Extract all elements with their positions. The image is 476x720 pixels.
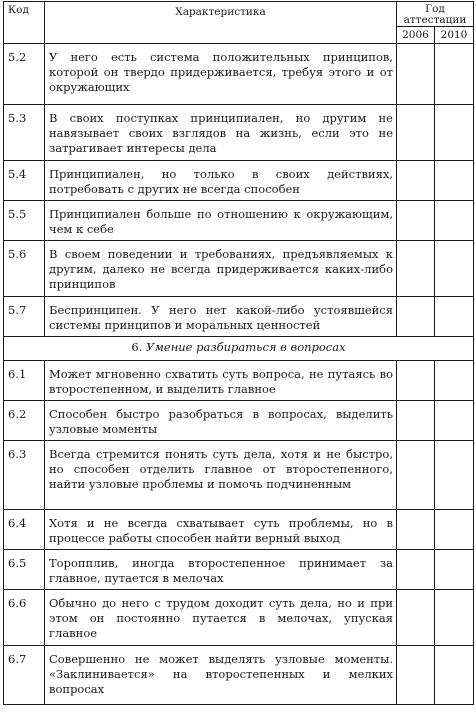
year-2010-cell[interactable] xyxy=(435,201,474,241)
document-page xyxy=(3,1,473,719)
year-2010-cell[interactable] xyxy=(435,297,474,337)
table-row xyxy=(4,550,474,590)
year-2006-cell[interactable] xyxy=(397,401,435,441)
year-2010-cell[interactable] xyxy=(435,161,474,201)
year-2006-cell[interactable] xyxy=(397,441,435,510)
row-text: Принципиален больше по отношению к окружающим, чем к себе xyxy=(45,201,397,241)
section-heading-row xyxy=(4,337,474,361)
year-2006-cell[interactable] xyxy=(397,646,435,705)
row-code: 5.7 xyxy=(4,297,45,337)
header-year-2006: 2006 xyxy=(397,27,435,44)
header-year-line2: аттестации xyxy=(403,14,467,26)
year-2006-cell[interactable] xyxy=(397,361,435,401)
header-year-line1: Год xyxy=(425,3,445,15)
row-text: Беспринципен. У него нет какой-либо устоявшейся системы принципов и моральных ценностей xyxy=(45,297,397,337)
year-2010-cell[interactable] xyxy=(435,44,474,105)
year-2010-cell[interactable] xyxy=(435,646,474,705)
header-row xyxy=(4,2,474,27)
row-text: Способен быстро разобраться в вопросах, выделить узловые моменты xyxy=(45,401,397,441)
table-row xyxy=(4,44,474,105)
year-2006-cell[interactable] xyxy=(397,161,435,201)
row-code: 5.6 xyxy=(4,241,45,297)
row-code: 5.3 xyxy=(4,105,45,161)
year-2010-cell[interactable] xyxy=(435,361,474,401)
row-code: 6.2 xyxy=(4,401,45,441)
row-text: Хотя и не всегда схватывает суть проблемы, но в процессе работы способен найти верный выход xyxy=(45,510,397,550)
table-row xyxy=(4,241,474,297)
year-2006-cell[interactable] xyxy=(397,550,435,590)
row-text: Обычно до него с трудом доходит суть дела, но и при этом он постоянно путается в мелочах, упуская главное xyxy=(45,590,397,646)
row-text: Может мгновенно схватить суть вопроса, не путаясь во второстепенном, и выделить главное xyxy=(45,361,397,401)
year-2006-cell[interactable] xyxy=(397,297,435,337)
section-number: 6. xyxy=(131,340,143,354)
header-year-2010: 2010 xyxy=(435,27,474,44)
year-2010-cell[interactable] xyxy=(435,550,474,590)
row-text: В своем поведении и требованиях, предъявляемых к другим, далеко не всегда придерживается каких-либо принципов xyxy=(45,241,397,297)
table-row xyxy=(4,646,474,705)
row-text: Принципиален, но только в своих действиях, потребовать с других не всегда способен xyxy=(45,161,397,201)
row-code: 6.7 xyxy=(4,646,45,705)
year-2010-cell[interactable] xyxy=(435,241,474,297)
header-year-title xyxy=(397,2,474,27)
row-code: 6.1 xyxy=(4,361,45,401)
year-2006-cell[interactable] xyxy=(397,590,435,646)
year-2006-cell[interactable] xyxy=(397,510,435,550)
header-characteristic: Характеристика xyxy=(45,2,397,44)
row-code: 5.4 xyxy=(4,161,45,201)
year-2010-cell[interactable] xyxy=(435,510,474,550)
row-code: 5.2 xyxy=(4,44,45,105)
row-code: 6.4 xyxy=(4,510,45,550)
table-row xyxy=(4,590,474,646)
year-2010-cell[interactable] xyxy=(435,401,474,441)
section-title: Умение разбираться в вопросах xyxy=(146,340,346,354)
table-row xyxy=(4,297,474,337)
row-text: Торопплив, иногда второстепенное принимает за главное, путается в мелочах xyxy=(45,550,397,590)
year-2006-cell[interactable] xyxy=(397,241,435,297)
table-row xyxy=(4,401,474,441)
header-code: Код xyxy=(4,2,45,44)
year-2010-cell[interactable] xyxy=(435,590,474,646)
year-2006-cell[interactable] xyxy=(397,44,435,105)
year-2006-cell[interactable] xyxy=(397,105,435,161)
table-row xyxy=(4,510,474,550)
year-2006-cell[interactable] xyxy=(397,201,435,241)
row-text: Совершенно не может выделять узловые моменты. «Заклинивается» на второстепенных и мелких вопросах xyxy=(45,646,397,705)
table-row xyxy=(4,161,474,201)
table-row xyxy=(4,361,474,401)
row-code: 5.5 xyxy=(4,201,45,241)
attestation-table xyxy=(3,1,474,705)
row-code: 6.6 xyxy=(4,590,45,646)
section-heading xyxy=(4,337,474,361)
table-row xyxy=(4,201,474,241)
row-text: Всегда стремится понять суть дела, хотя и не быстро, но способен отделить главное от второстепенного, найти узловые проблемы и помочь подчиненным xyxy=(45,441,397,510)
row-code: 6.5 xyxy=(4,550,45,590)
year-2010-cell[interactable] xyxy=(435,105,474,161)
table-row xyxy=(4,105,474,161)
year-2010-cell[interactable] xyxy=(435,441,474,510)
table-row xyxy=(4,441,474,510)
row-text: У него есть система положительных принципов, которой он твердо придерживается, требуя этого и от окружающих xyxy=(45,44,397,105)
row-code: 6.3 xyxy=(4,441,45,510)
row-text: В своих поступках принципиален, но другим не навязывает своих взглядов на жизнь, если это не затрагивает интересы дела xyxy=(45,105,397,161)
